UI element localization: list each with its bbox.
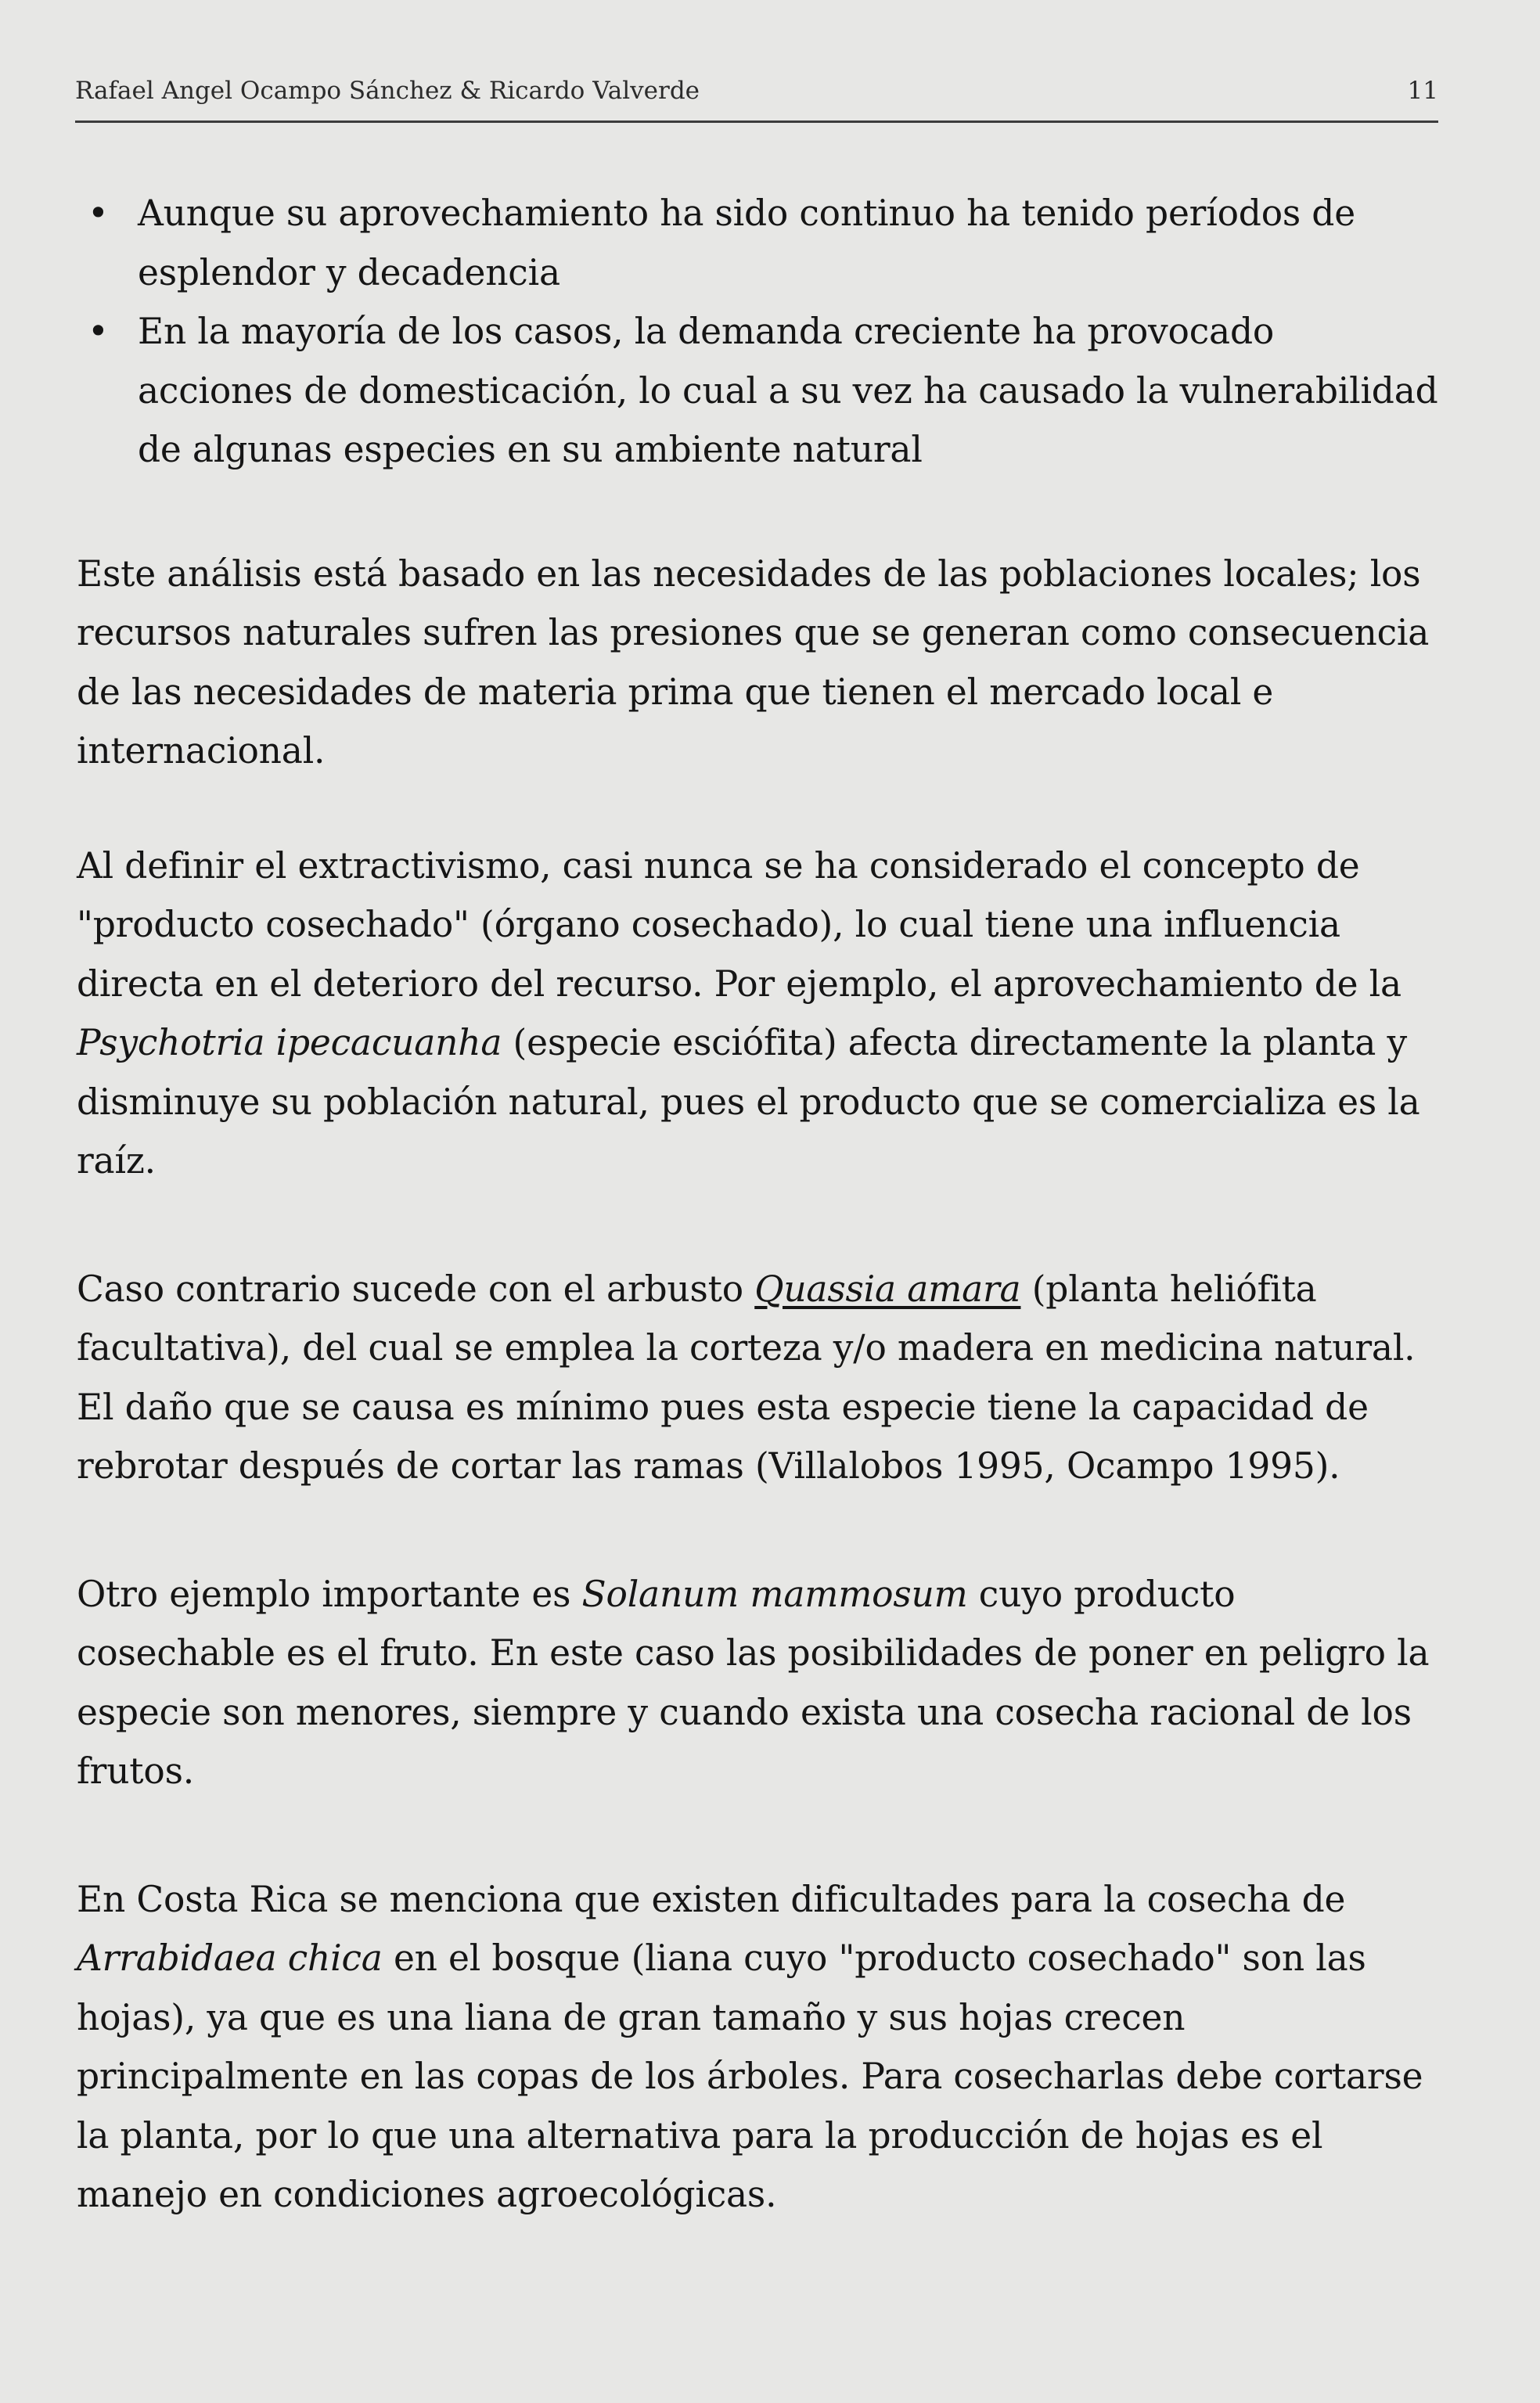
bullet-list	[77, 184, 1440, 480]
species-name: Quassia amara	[754, 1268, 1021, 1310]
bullet-text: En la mayoría de los casos, la demanda creciente ha provocado acciones de domesticación, lo cual a su vez ha causado la vulnerabilidad de algunas especies en su ambiente natural	[138, 311, 1438, 470]
paragraph-text: Caso contrario sucede con el arbusto	[77, 1268, 755, 1310]
paragraph-text: (especie esciófita) afecta directamente la planta y disminuye su población natural, pues el producto que se comercializa es la raíz.	[77, 1022, 1420, 1182]
bullet-item	[77, 302, 1440, 480]
header-authors: Rafael Angel Ocampo Sánchez & Ricardo Valverde	[75, 77, 700, 105]
paragraph-text: Al definir el extractivismo, casi nunca se ha considerado el concepto de "producto cosechado" (órgano cosechado), lo cual tiene una influencia directa en el deterioro del recurso. Por ejemplo, el aprovechamiento de la	[77, 844, 1401, 1005]
paragraph-text: en el bosque (liana cuyo "producto cosechado" son las hojas), ya que es una liana de gran tamaño y sus hojas crecen principalmente en las copas de los árboles. Para cosecharlas debe cortarse la planta, por lo que una alternativa para la producción de hojas es el manejo en condiciones agroecológicas.	[77, 1937, 1423, 2215]
bullet-item	[77, 184, 1440, 302]
species-name: Solanum mammosum	[581, 1573, 968, 1615]
paragraph-text: (planta heliófita facultativa), del cual se emplea la corteza y/o madera en medicina natural. El daño que se causa es mínimo pues esta especie tiene la capacidad de rebrotar después de cortar las ramas (Villalobos 1995, Ocampo 1995).	[77, 1268, 1416, 1487]
species-name: Arrabidaea chica	[77, 1937, 383, 1979]
paragraph-arrabidaea	[77, 1870, 1440, 2225]
paragraph-text: En Costa Rica se menciona que existen dificultades para la cosecha de	[77, 1878, 1346, 1920]
page-number: 11	[1407, 77, 1438, 105]
body-text	[77, 184, 1440, 2225]
bullet-text: Aunque su aprovechamiento ha sido continuo ha tenido períodos de esplendor y decadencia	[138, 192, 1355, 293]
paragraph-analysis: Este análisis está basado en las necesidades de las poblaciones locales; los recursos naturales sufren las presiones que se generan como consecuencia de las necesidades de materia prima que tienen el mercado local e internacional.	[77, 552, 1430, 772]
bullet-marker: •	[88, 311, 109, 352]
bullet-marker: •	[88, 192, 109, 234]
species-name: Psychotria ipecacuanha	[77, 1022, 502, 1063]
running-header	[75, 72, 1438, 123]
paragraph-text: Otro ejemplo importante es	[77, 1573, 582, 1615]
paragraph-extractivism	[77, 836, 1440, 1191]
paragraph-quassia	[77, 1260, 1440, 1496]
paragraph-text: cuyo producto cosechable es el fruto. En este caso las posibilidades de poner en peligro la especie son menores, siempre y cuando exista una cosecha racional de los frutos.	[77, 1573, 1430, 1792]
paragraph-solanum	[77, 1565, 1440, 1801]
